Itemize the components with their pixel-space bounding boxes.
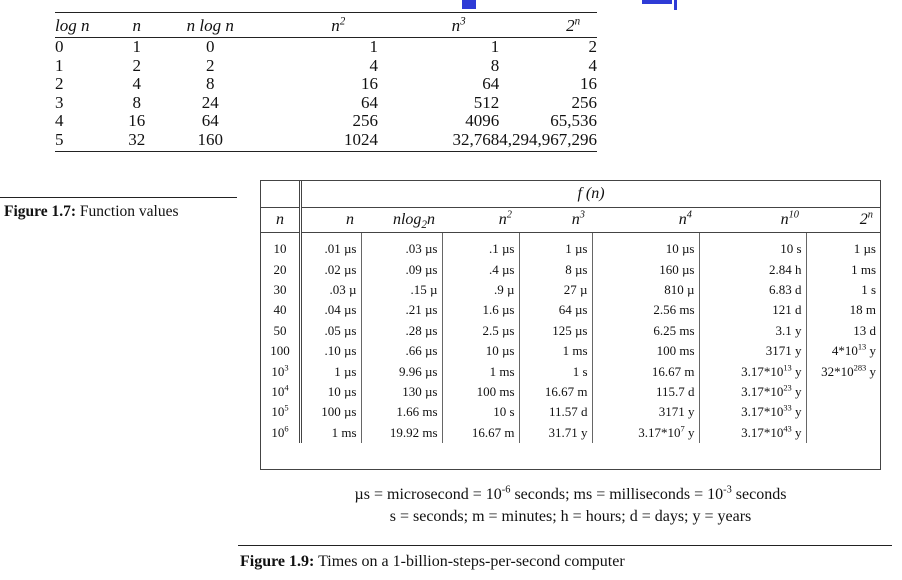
fn-header-row (261, 181, 880, 208)
table-cell: $3.17*10^{43}$ y (699, 423, 806, 443)
table-cell: .09 µs (361, 259, 442, 279)
table-header-row (55, 13, 597, 38)
table-cell: 30 (261, 280, 301, 300)
table-cell: 1 µs (519, 233, 592, 260)
table-cell: 2 (206, 55, 215, 75)
table-row (55, 57, 597, 76)
table-cell: $3.17*10^{13}$ y (699, 361, 806, 381)
table-cell: 0 (206, 37, 215, 56)
table-cell: 3171 y (699, 341, 806, 361)
table-row (261, 361, 880, 381)
table-cell: 32,768 (378, 131, 499, 152)
table-cell: $3.17*10^7$ y (592, 423, 699, 443)
table-header-row (261, 208, 880, 233)
table-cell: 8 µs (519, 259, 592, 279)
table-cell: 16 (580, 74, 597, 93)
table-cell: 2 (55, 74, 64, 93)
table-cell: 16.67 m (442, 423, 519, 443)
table-row (261, 402, 880, 422)
figure-1-9-text: Times on a 1-billion-steps-per-second computer (318, 553, 625, 570)
table-cell: 65,536 (550, 111, 597, 130)
table-cell: 4,294,967,296 (499, 131, 597, 152)
table-cell: 0 (55, 37, 64, 56)
header-n4: $n^4$ (592, 208, 699, 233)
header-2n: 2$^n$ (806, 208, 880, 233)
figure-1-7-rule (0, 197, 237, 198)
table-cell: 115.7 d (592, 382, 699, 402)
table-cell: 130 µs (361, 382, 442, 402)
table-cell: 3171 y (592, 402, 699, 422)
table-cell: 6.25 ms (592, 321, 699, 341)
table-cell: 13 d (806, 321, 880, 341)
table-cell: 10 µs (301, 382, 362, 402)
table-cell: 1 (369, 37, 379, 56)
table-cell: .03 µ (301, 280, 362, 300)
table-cell: 2.5 µs (442, 321, 519, 341)
table-row (261, 321, 880, 341)
table-cell: 10 µs (592, 233, 699, 260)
table-cell: 1 (490, 37, 500, 56)
header-two-pow-n: 2$^n$ (566, 15, 581, 35)
table-cell: 125 µs (519, 321, 592, 341)
table-cell: 3 (55, 92, 64, 112)
table-cell: 100 µs (301, 402, 362, 422)
header-n-squared: $n^2$ (331, 15, 346, 35)
table-cell: .02 µs (301, 259, 362, 279)
table-cell: 24 (201, 92, 219, 112)
legend-line-2: s = seconds; m = minutes; h = hours; d = days; y = years (389, 508, 752, 525)
table-cell: $3.17*10^{23}$ y (699, 382, 806, 402)
table-cell: .03 µs (361, 233, 442, 260)
table-cell: 1 µs (806, 233, 880, 260)
table-cell: 1 s (806, 280, 880, 300)
table-row (261, 259, 880, 279)
header-nlog2n: nlog$_2$n (361, 208, 442, 233)
table-row (55, 112, 597, 131)
table-cell: 8 (132, 92, 141, 112)
table-cell: 40 (261, 300, 301, 320)
table-cell: .04 µs (301, 300, 362, 320)
table-cell: 1 (55, 55, 64, 75)
table-cell: 4 (369, 55, 379, 75)
table-cell: .9 µ (442, 280, 519, 300)
table-row (261, 233, 880, 260)
table-row (55, 94, 597, 113)
table-cell: $10^4$ (261, 382, 301, 402)
legend-line-1: µs = microsecond = $10^{-6}$ seconds; ms = milliseconds = $10^{-3}$ seconds (354, 484, 787, 503)
table-cell: 32 (111, 131, 162, 152)
units-legend (260, 484, 881, 528)
table-cell: 5 (55, 131, 111, 152)
fn-header: f (n) (301, 181, 881, 208)
table-cell: 8 (206, 74, 215, 93)
table-cell: $10^6$ (261, 423, 301, 443)
table-cell: 1 (132, 37, 141, 56)
table-cell: 1024 (259, 131, 378, 152)
table-cell: $32*10^{283}$ y (806, 361, 880, 381)
table-cell: 8 (490, 55, 500, 75)
table-cell: 160 (162, 131, 259, 152)
table-cell: 3.1 y (699, 321, 806, 341)
table-cell: .21 µs (361, 300, 442, 320)
figure-1-7-text: Function values (79, 203, 179, 220)
table-cell: 16.67 m (592, 361, 699, 381)
table-row (55, 131, 597, 152)
table-cell: $10^5$ (261, 402, 301, 422)
table-cell: 100 (261, 341, 301, 361)
table-cell: .10 µs (301, 341, 362, 361)
table-cell: 1.66 ms (361, 402, 442, 422)
table-cell: 4 (132, 74, 141, 93)
table-cell (806, 423, 880, 443)
table-cell: .66 µs (361, 341, 442, 361)
table-cell: 256 (571, 92, 597, 112)
table-cell: 16 (128, 111, 146, 130)
table-row (261, 280, 880, 300)
table-cell: 4 (55, 111, 64, 130)
table-cell: 19.92 ms (361, 423, 442, 443)
table-cell (806, 382, 880, 402)
figure-1-9-label: Figure 1.9: (240, 553, 315, 570)
table-cell: 1 ms (301, 423, 362, 443)
table-cell: .28 µs (361, 321, 442, 341)
table-cell: 2 (132, 55, 141, 75)
header-n-log-n: n log n (186, 16, 234, 35)
figure-1-7-caption (4, 203, 179, 221)
table-cell: 10 µs (442, 341, 519, 361)
table-cell (806, 402, 880, 422)
table-row (55, 38, 597, 57)
table-cell: 1.6 µs (442, 300, 519, 320)
table-cell: 31.71 y (519, 423, 592, 443)
table-cell: 1 µs (301, 361, 362, 381)
header-n-cubed: $n^3$ (451, 15, 466, 35)
table-cell: 9.96 µs (361, 361, 442, 381)
table-row (261, 382, 880, 402)
table-cell: $3.17*10^{33}$ y (699, 402, 806, 422)
cut-off-heading-fragment (392, 0, 702, 12)
table-cell: 2.84 h (699, 259, 806, 279)
table-cell: 160 µs (592, 259, 699, 279)
table-cell: 10 (261, 233, 301, 260)
header-n10: $n^{10}$ (699, 208, 806, 233)
table-cell: 1 ms (806, 259, 880, 279)
table-cell: 64 (361, 92, 379, 112)
figure-1-9-caption (240, 553, 625, 571)
table-cell: 1 s (519, 361, 592, 381)
function-values-table (55, 12, 597, 152)
table-cell: 18 m (806, 300, 880, 320)
table-cell: 4 (588, 55, 597, 75)
table-cell: 64 (201, 111, 219, 130)
table-cell: 10 s (699, 233, 806, 260)
table-cell: 256 (352, 111, 379, 130)
figure-1-9-rule (238, 545, 892, 546)
header-n: n (261, 208, 301, 233)
figure-1-7-label: Figure 1.7: (4, 203, 77, 220)
table-cell: 6.83 d (699, 280, 806, 300)
times-table (260, 180, 881, 470)
table-cell: 16 (361, 74, 379, 93)
header-n-col: n (301, 208, 362, 233)
table-cell: 27 µ (519, 280, 592, 300)
table-row (261, 423, 880, 443)
table-cell: $10^3$ (261, 361, 301, 381)
header-n: n (132, 16, 141, 35)
table-cell: 100 ms (592, 341, 699, 361)
table-cell: 1 ms (519, 341, 592, 361)
table-cell: 4096 (465, 111, 500, 130)
table-cell: 512 (473, 92, 500, 112)
table-row (55, 75, 597, 94)
table-cell: .1 µs (442, 233, 519, 260)
header-n3: $n^3$ (519, 208, 592, 233)
table-cell: 1 ms (442, 361, 519, 381)
table-cell: 64 µs (519, 300, 592, 320)
table-cell: 10 s (442, 402, 519, 422)
table-cell: 50 (261, 321, 301, 341)
table-cell: 100 ms (442, 382, 519, 402)
table-cell: .05 µs (301, 321, 362, 341)
table-cell: $4*10^{13}$ y (806, 341, 880, 361)
table-cell: .01 µs (301, 233, 362, 260)
table-row (261, 300, 880, 320)
table-cell: 16.67 m (519, 382, 592, 402)
table-cell: .15 µ (361, 280, 442, 300)
header-log-n: log n (55, 16, 90, 35)
table-cell: 2 (588, 37, 597, 56)
table-row (261, 341, 880, 361)
table-cell: 2.56 ms (592, 300, 699, 320)
header-n2: $n^2$ (442, 208, 519, 233)
table-cell: 121 d (699, 300, 806, 320)
table-cell: 64 (482, 74, 500, 93)
table-cell: .4 µs (442, 259, 519, 279)
table-cell: 11.57 d (519, 402, 592, 422)
table-cell: 20 (261, 259, 301, 279)
table-cell: 810 µ (592, 280, 699, 300)
